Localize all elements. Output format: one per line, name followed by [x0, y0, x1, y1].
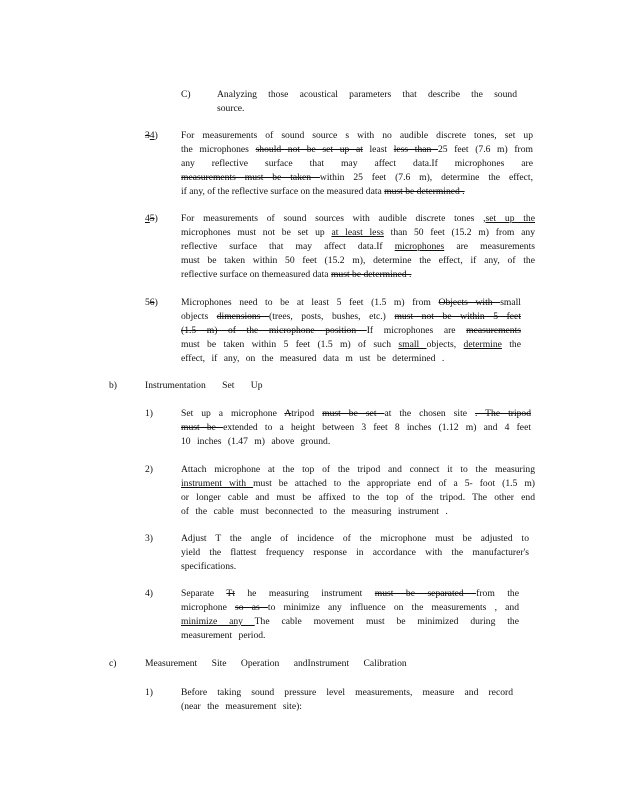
section-b-label: b) — [109, 380, 117, 391]
item-b1-label: 1) — [145, 408, 153, 419]
item-56-text: Microphones need to be at least 5 feet (1.5 m) from Objects with small objects dimensions (trees, posts, bushes, etc.) must not be within 5 feet (1.5 m) of the microphone position If microphones are measurements must be taken within 5 feet (1.5 m) of such small objects, determine the effect, if any, on the measured data m ust be determined . — [181, 297, 521, 364]
item-b1-text: Set up a microphone Atripod must be set at the chosen site . The tripod must be extended to a height between 3 feet 8 inches (1.12 m) and 4 feet 10 inches (1.47 m) above ground. — [181, 408, 531, 447]
item-34-text: For measurements of sound source s with no audible discrete tones, set up the microphones should not be set up at least less than 25 feet (7.6 m) from any reflective surface that may affect data.If microphones are measurements must be taken within 25 feet (7.6 m), determine the effect, if any, of the reflective surface on the measured data must be determined . — [181, 130, 533, 197]
section-b-title: Instrumentation Set Up — [145, 380, 263, 391]
item-45-text: For measurements of sound sources with audible discrete tones ,set up the microphones must not be set up at least less than 50 feet (15.2 m) from any reflective surface that may affect data.If microphones are measurements must be taken within 50 feet (15.2 m), determine the effect, if any, of the reflective surface on themeasured data must be determined . — [181, 213, 535, 280]
item-c-label: C) — [181, 89, 191, 100]
section-c-label: c) — [109, 658, 117, 669]
item-b3-text: Adjust T the angle of incidence of the microphone must be adjusted to yield the flattest frequency response in accordance with the manufacturer's specifications. — [181, 533, 529, 572]
item-c1-text: Before taking sound pressure level measurements, measure and record (near the measurement site): — [181, 687, 513, 712]
item-c1-label: 1) — [145, 687, 153, 698]
item-b4-text: Separate Tt he measuring instrument must be separated from the microphone so as to minimize any influence on the measurements , and minimize any The cable movement must be minimized during the measurement period. — [181, 588, 520, 641]
item-56-label: 56) — [145, 297, 158, 308]
item-45-label: 45) — [145, 213, 158, 224]
item-b4-label: 4) — [145, 588, 153, 599]
section-c-title: Measurement Site Operation andInstrument Calibration — [145, 658, 407, 669]
item-b2-text: Attach microphone at the top of the tripod and connect it to the measuring instrument with must be attached to the appropriate end of a 5- foot (1.5 m) or longer cable and must be affixed to the top of the tripod. The other end of the cable must beconnected to the measuring instrument . — [181, 464, 535, 517]
item-34-label: 34) — [145, 130, 158, 141]
item-b2-label: 2) — [145, 464, 153, 475]
item-b3-label: 3) — [145, 533, 153, 544]
item-c-text: Analyzing those acoustical parameters that describe the sound source. — [217, 89, 517, 114]
